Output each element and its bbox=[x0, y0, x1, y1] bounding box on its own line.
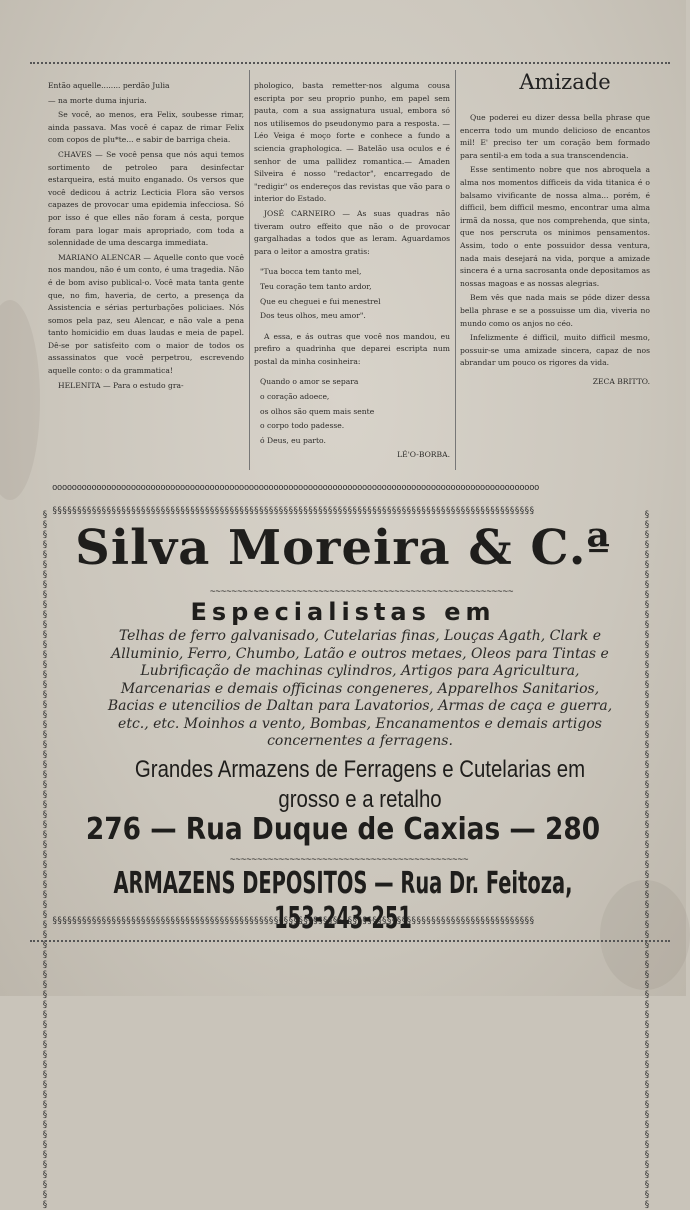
warehouse-line bbox=[122, 755, 598, 815]
ornamental-chain-border: §§§§§§§§§§§§§§§§§§§§§§§§§§§§§§§§§§§§§§§§§§§§§§§§§§§§§§§§§§§§§§§§§§§§§§ bbox=[642, 510, 652, 1210]
paragraph: phologico, basta remetter-nos alguma cousa escripta por seu proprio punho, em papel sem pauta, com a sua assignatura usual, embora só nos utilisemos do pseudonymo para a resposta. —Léo Veiga é moço forte e conhece a fundo a sciencia graphologica. — Batelão usa oculos e é senhor de uma pallidez romantica.— Amaden Silveira é nosso "redactor", encarregado de "redigir" os endereços das revistas que vão para o interior do Estado. bbox=[254, 81, 450, 204]
company-name: Silva Moreira & C.ª bbox=[75, 520, 611, 576]
specialists-heading: Especialistas em bbox=[190, 598, 496, 626]
warehouse-line-2: grosso e a retalho bbox=[278, 786, 442, 813]
column-amizade bbox=[460, 112, 650, 390]
verse-line: o coração adoece, bbox=[260, 392, 330, 402]
ornamental-chain-border: §§§§§§§§§§§§§§§§§§§§§§§§§§§§§§§§§§§§§§§§§§§§§§§§§§§§§§§§§§§§§§§§§§§§§§§§§§§§§§§§§§§§§§§§§§§§§§§§§§ bbox=[52, 916, 535, 926]
paragraph: Infelizmente é difficil, muito difficil mesmo, possuir-se uma amizade sincera, capaz de nos abrandar um pouco os rigores da vida. bbox=[460, 333, 650, 368]
ornamental-chain-border: §§§§§§§§§§§§§§§§§§§§§§§§§§§§§§§§§§§§§§§§§§§§§§§§§§§§§§§§§§§§§§§§§§§§§§§§§§§§§§§§§§§§§§§§§§§§§§§§§§ bbox=[52, 506, 535, 516]
verse-line: Dos teus olhos, meu amor". bbox=[260, 311, 366, 321]
verse-line: os olhos são quem mais sente bbox=[260, 406, 375, 416]
column-correspondence bbox=[48, 80, 244, 394]
column-divider bbox=[455, 70, 456, 470]
verse-line: ó Deus, eu parto. bbox=[260, 435, 326, 445]
store-address: 276 — Rua Duque de Caxias — 280 bbox=[85, 812, 601, 847]
column-divider bbox=[249, 70, 250, 470]
swirl-ornament: ~~~~~~~~~~~~~~~~~~~~~~~~~~~~~~~~~~~~~~~~~~~~ bbox=[230, 855, 469, 865]
paragraph: — na morte duma injuria. bbox=[48, 95, 147, 105]
verse-line: Quando o amor se separa bbox=[260, 377, 359, 387]
paragraph: HELENITA — Para o estudo gra- bbox=[58, 380, 184, 390]
swirl-ornament: ~~~~~~~~~~~~~~~~~~~~~~~~~~~~~~~~~~~~~~~~~~~~~~~~~~~~~~~~ bbox=[210, 587, 514, 597]
bottom-dotted-rule bbox=[30, 940, 670, 942]
ornamental-chain-border: §§§§§§§§§§§§§§§§§§§§§§§§§§§§§§§§§§§§§§§§§§§§§§§§§§§§§§§§§§§§§§§§§§§§§§ bbox=[40, 510, 50, 1210]
verse-line: "Tua bocca tem tanto mel, bbox=[260, 267, 362, 277]
column-continued bbox=[254, 80, 450, 464]
top-dotted-rule bbox=[30, 62, 670, 64]
ornamental-chain-border: ooooooooooooooooooooooooooooooooooooooooooooooooooooooooooooooooooooooooooooooooooooooooooooooooooo bbox=[52, 483, 539, 493]
verse-line: o corpo todo padesse. bbox=[260, 421, 345, 431]
paragraph: MARIANO ALENCAR — Aquelle conto que você nos mandou, não é um conto, é uma tragedia. Não é de bom aviso publical-o. Você mata tanta gente que, no fim, haveria, de certo, a presença da Assistencia e sérias perturbações policiaes. Nós somos pela paz, seu Alencar, e não vale a pena tanto homicidio em duas laudas e meia de papel. Dê-se por satisfeito com o maior de todos os assassinatos que você perpetrou, escrevendo aquelle conto: o da grammatica! bbox=[48, 252, 244, 376]
paragraph: Que poderei eu dizer dessa bella phrase que encerra todo um mundo delicioso de encantos mil! E' preciso ter um coração bem formado para sentil-a em toda a sua transcendencia. bbox=[460, 113, 650, 160]
paragraph: Então aquelle........ perdão Julia bbox=[48, 81, 170, 90]
verse-line: Que eu cheguei e fui menestrel bbox=[260, 296, 381, 306]
depositos-address: ARMAZENS DEPOSITOS — Rua Dr. Feitoza, 153-243-251 bbox=[113, 866, 573, 936]
warehouse-line-1: Grandes Armazens de Ferragens e Cutelarias em bbox=[134, 756, 586, 783]
signature: LÉ'O-BORBA. bbox=[397, 450, 450, 460]
article-title: Amizade bbox=[519, 70, 611, 94]
paragraph: CHAVES — Se você pensa que nós aqui temos sortimento de petroleo para desinfectar estarqueira, está muito enganado. Os versos que você dedicou á actriz Lecticia Flora são versos capazes de provocar uma epidemia infecciosa. Só por isso é que elles não foram á cesta, porque foram para logar mais apropriado, com toda a solennidade de uma descarga immediata. bbox=[48, 149, 244, 248]
paragraph: JOSÉ CARNEIRO — As suas quadras não tiveram outro effeito que não o de provocar gargalhadas a todos que as leram. Aguardamos para o leitor a amostra gratis: bbox=[254, 208, 450, 256]
paragraph: Bem vês que nada mais se póde dizer dessa bella phrase e se a possuisse um dia, viveria no mundo como os anjos no céo. bbox=[460, 293, 650, 328]
paragraph: Esse sentimento nobre que nos abroquela a alma nos momentos difficeis da vida titanica é o balsamo vivificante de nossa alma... porém, é difficil, bem difficil mesmo, encontrar uma alma irmã da nossa, que nos comprehenda, que sinta, que nos perscruta os minimos pensamentos. Assim, todo o ente possuidor dessa ventura, nada mais desejará na vida, porque a amizade sincera é a urna sacrosanta onde depositamos as nossas magoas e as nossas alegrias. bbox=[460, 165, 650, 288]
product-list: Telhas de ferro galvanisado, Cutelarias finas, Louças Agath, Clark e Alluminio, Ferro, Chumbo, Latão e outros metaes, Oleos para Tintas e Lubrificação de machinas cylindros, Artigos para Agricultura, Marcenarias e demais officinas congeneres, Apparelhos Sanitarios, Bacias e utencilios de Daltan para Lavatorios, Armas de caça e guerra, etc., etc. Moinhos a vento, Bombas, Encanamentos e demais artigos concernentes a ferragens. bbox=[107, 628, 613, 749]
signature: ZECA BRITTO. bbox=[592, 376, 650, 386]
paragraph: A essa, e ás outras que você nos mandou, eu prefiro a quadrinha que deparei escripta num postal da minha cosinheira: bbox=[254, 331, 450, 366]
paragraph: Se você, ao menos, era Felix, soubesse rimar, ainda passava. Mas você é capaz de rimar Felix com copos de plu*te... e sabir de barriga cheia. bbox=[48, 110, 244, 145]
verse-line: Teu coração tem tanto ardor, bbox=[260, 281, 372, 291]
paper-stain bbox=[0, 300, 40, 500]
